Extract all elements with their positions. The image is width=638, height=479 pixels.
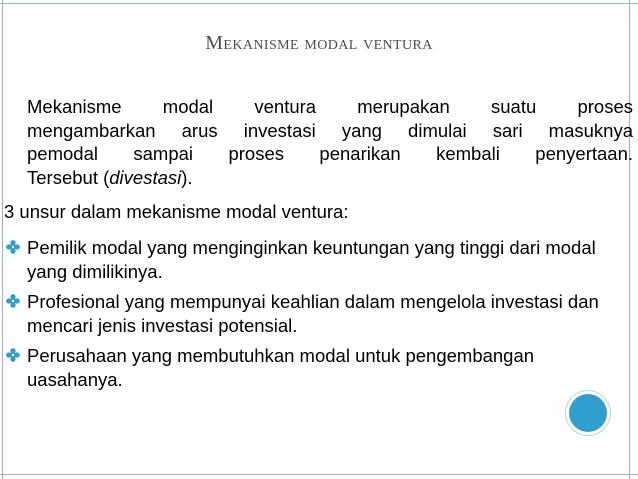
intro-line: Mekanisme modal ventura merupakan suatu proses	[27, 96, 633, 117]
intro-paragraph	[27, 95, 633, 189]
elements-list	[6, 236, 626, 398]
four-petal-flower-icon	[6, 294, 20, 308]
four-petal-flower-icon	[6, 348, 20, 362]
intro-last-suffix: ).	[181, 166, 193, 188]
list-item	[6, 290, 626, 337]
slide-frame-top	[0, 3, 638, 4]
intro-last-prefix: Tersebut (	[27, 166, 110, 188]
four-petal-flower-icon	[6, 240, 20, 254]
intro-last-italic: divestasi	[109, 166, 182, 188]
decorative-circle	[569, 394, 607, 432]
list-item-text: Profesional yang mempunyai keahlian dalam mengelola investasi dan mencari jenis investasi potensial.	[27, 291, 599, 336]
slide-frame-bottom	[0, 474, 638, 475]
slide-frame-right	[629, 0, 630, 479]
intro-line-last	[27, 166, 633, 190]
list-item	[6, 236, 626, 283]
elements-subheading: 3 unsur dalam mekanisme modal ventura:	[4, 201, 349, 222]
intro-line: pemodal sampai proses penarikan kembali penyertaan.	[27, 143, 633, 164]
slide-title: Mekanisme modal ventura	[205, 32, 433, 54]
list-item-text: Perusahaan yang membutuhkan modal untuk pengembangan uasahanya.	[27, 345, 535, 390]
list-item-text: Pemilik modal yang menginginkan keuntungan yang tinggi dari modal yang dimilikinya.	[27, 237, 596, 282]
slide-frame-left	[2, 0, 3, 479]
intro-line: mengambarkan arus investasi yang dimulai sari masuknya	[27, 119, 633, 141]
list-item	[6, 344, 626, 391]
